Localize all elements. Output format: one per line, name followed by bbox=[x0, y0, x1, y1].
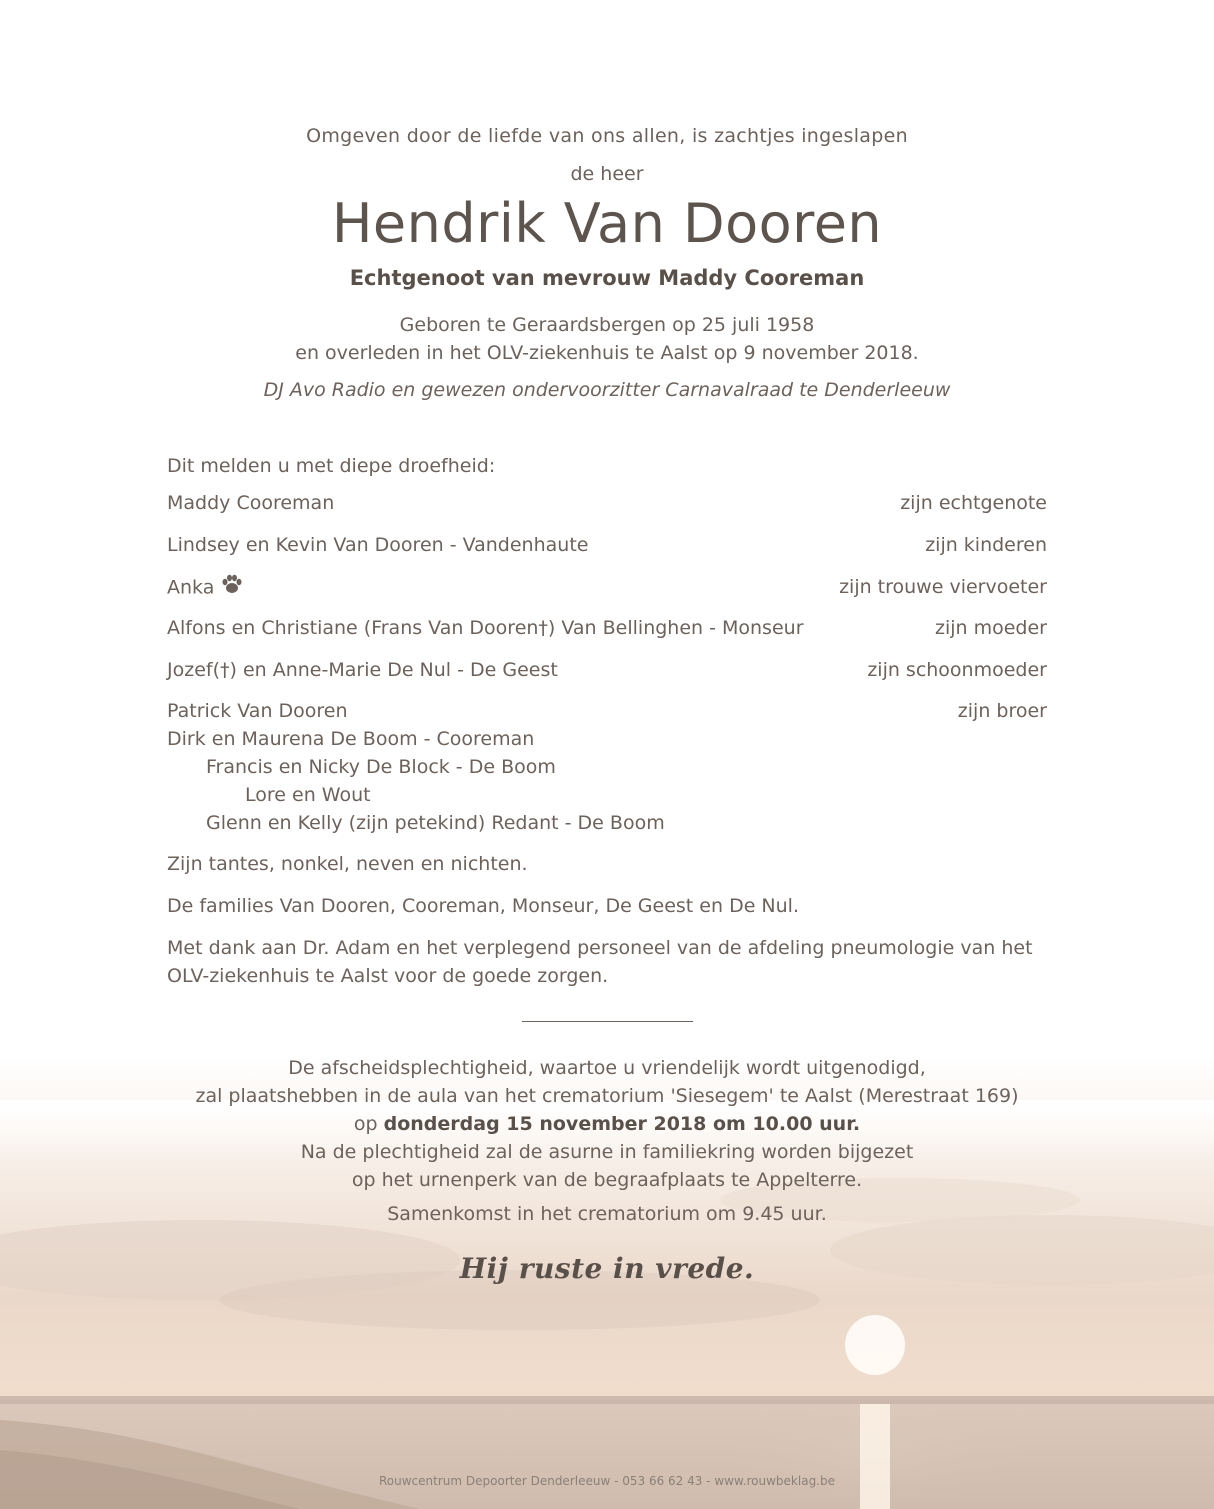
family-row bbox=[167, 573, 1047, 601]
family-sub-line: Francis en Nicky De Block - De Boom bbox=[206, 756, 556, 778]
divider bbox=[522, 1021, 693, 1022]
family-row-relation: zijn kinderen bbox=[925, 534, 1047, 556]
ceremony-date-line bbox=[0, 1110, 1214, 1138]
thanks-paragraph: Met dank aan Dr. Adam en het verplegend personeel van de afdeling pneumologie van het OLV-ziekenhuis te Aalst voor de goede zorgen. bbox=[167, 937, 1033, 987]
honorific: de heer bbox=[570, 163, 644, 185]
family-row-name: Lindsey en Kevin Van Dooren - Vandenhaute bbox=[167, 534, 589, 556]
role-line: DJ Avo Radio en gewezen ondervoorzitter Carnavalraad te Denderleeuw bbox=[263, 379, 951, 401]
families-line: De families Van Dooren, Cooreman, Monseur, De Geest en De Nul. bbox=[167, 895, 800, 917]
ceremony-date: donderdag 15 november 2018 om 10.00 uur. bbox=[383, 1113, 861, 1135]
family-row bbox=[167, 531, 1047, 559]
family-row bbox=[167, 656, 1047, 684]
deceased-name: Hendrik Van Dooren bbox=[331, 192, 883, 255]
birth-line: Geboren te Geraardsbergen op 25 juli 1958 bbox=[399, 314, 815, 336]
family-row-relation: zijn echtgenote bbox=[900, 492, 1047, 514]
birth-death-block bbox=[0, 311, 1214, 367]
ceremony-line: Na de plechtigheid zal de asurne in familiekring worden bijgezet bbox=[300, 1141, 914, 1163]
footer-credit: Rouwcentrum Depoorter Denderleeuw - 053 66 62 43 - www.rouwbeklag.be bbox=[379, 1474, 835, 1488]
family-row-relation: zijn schoonmoeder bbox=[867, 659, 1047, 681]
family-row-name: Maddy Cooreman bbox=[167, 492, 335, 514]
relatives-line: Zijn tantes, nonkel, neven en nichten. bbox=[167, 853, 528, 875]
closing-phrase: Hij ruste in vrede. bbox=[459, 1252, 755, 1285]
family-row bbox=[167, 489, 1047, 517]
family-row-name: Alfons en Christiane (Frans Van Dooren†) Van Bellinghen - Monseur bbox=[167, 617, 804, 639]
family-row bbox=[167, 697, 1047, 725]
paw-print-icon bbox=[220, 573, 244, 603]
spouse-line: Echtgenoot van mevrouw Maddy Cooreman bbox=[349, 266, 865, 290]
family-sub-line: Dirk en Maurena De Boom - Cooreman bbox=[167, 728, 535, 750]
family-row-name: Anka bbox=[167, 576, 215, 599]
family-row-name: Patrick Van Dooren bbox=[167, 700, 348, 722]
ceremony-line: op het urnenperk van de begraafplaats te Appelterre. bbox=[351, 1169, 863, 1191]
family-intro: Dit melden u met diepe droefheid: bbox=[167, 455, 496, 477]
intro-text: Omgeven door de liefde van ons allen, is zachtjes ingeslapen bbox=[306, 125, 908, 147]
death-line: en overleden in het OLV-ziekenhuis te Aalst op 9 november 2018. bbox=[295, 342, 919, 364]
ceremony-block bbox=[0, 1054, 1214, 1194]
family-row-name: Jozef(†) en Anne-Marie De Nul - De Geest bbox=[167, 659, 558, 681]
family-row bbox=[167, 614, 1047, 642]
ceremony-date-prefix: op bbox=[353, 1113, 378, 1135]
ceremony-line: De afscheidsplechtigheid, waartoe u vriendelijk wordt uitgenodigd, bbox=[288, 1057, 926, 1079]
family-row-relation: zijn moeder bbox=[935, 617, 1047, 639]
family-sub-line: Glenn en Kelly (zijn petekind) Redant - De Boom bbox=[206, 812, 665, 834]
meeting-line: Samenkomst in het crematorium om 9.45 uur. bbox=[387, 1203, 827, 1225]
family-row-name-wrap bbox=[167, 573, 244, 603]
family-row-relation: zijn trouwe viervoeter bbox=[839, 576, 1047, 598]
ceremony-line: zal plaatshebben in de aula van het crematorium 'Siesegem' te Aalst (Merestraat 169) bbox=[195, 1085, 1019, 1107]
family-row-relation: zijn broer bbox=[957, 700, 1047, 722]
family-sub-line: Lore en Wout bbox=[245, 784, 371, 806]
